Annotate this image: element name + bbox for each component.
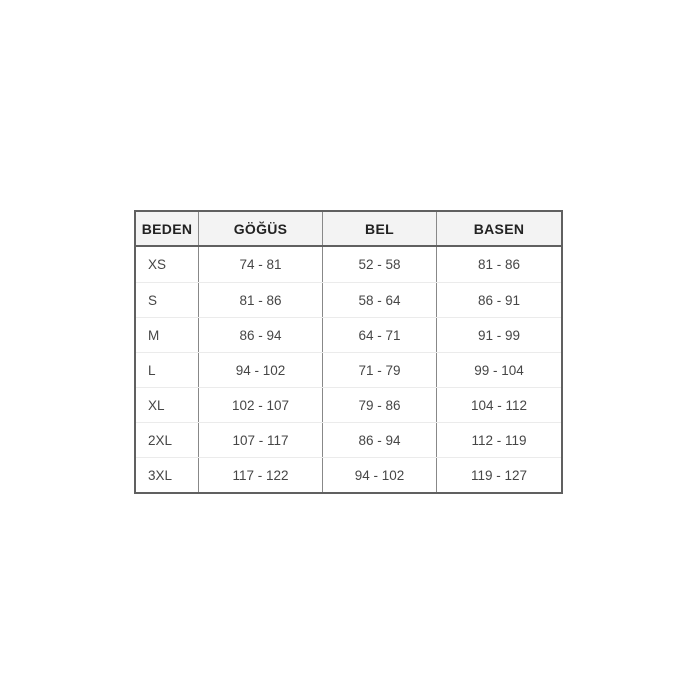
waist-cell: 64 - 71 (323, 318, 437, 352)
chest-cell: 107 - 117 (199, 423, 323, 457)
header-cell-chest: GÖĞÜS (199, 212, 323, 245)
waist-cell: 86 - 94 (323, 423, 437, 457)
table-row (136, 317, 561, 352)
chest-cell: 74 - 81 (199, 247, 323, 282)
waist-cell: 79 - 86 (323, 388, 437, 422)
table-row (136, 387, 561, 422)
hips-cell: 119 - 127 (470, 467, 528, 483)
hips-cell: 91 - 99 (477, 327, 521, 343)
waist-cell: 52 - 58 (323, 247, 437, 282)
size-cell: XS (136, 247, 199, 282)
header-cell-waist: BEL (323, 212, 437, 245)
table-row (136, 422, 561, 457)
size-cell: XL (136, 388, 199, 422)
table-row (136, 457, 561, 492)
header-cell-hips: BASEN (473, 220, 525, 237)
waist-cell: 94 - 102 (323, 458, 437, 492)
table-row (136, 247, 561, 282)
waist-cell: 71 - 79 (323, 353, 437, 387)
size-cell: S (136, 283, 199, 317)
hips-cell: 86 - 91 (477, 292, 521, 308)
size-chart-table (134, 210, 563, 494)
chest-cell: 94 - 102 (199, 353, 323, 387)
hips-cell: 112 - 119 (471, 432, 527, 448)
table-header-row (136, 212, 561, 247)
size-cell: 3XL (136, 458, 199, 492)
chest-cell: 81 - 86 (199, 283, 323, 317)
hips-cell: 99 - 104 (474, 362, 524, 378)
size-cell: L (136, 353, 199, 387)
hips-cell: 104 - 112 (470, 397, 528, 413)
header-cell-size: BEDEN (136, 212, 199, 245)
size-cell: 2XL (136, 423, 199, 457)
table-row (136, 352, 561, 387)
chest-cell: 102 - 107 (199, 388, 323, 422)
size-cell: M (136, 318, 199, 352)
chest-cell: 117 - 122 (199, 458, 323, 492)
hips-cell: 81 - 86 (477, 257, 521, 272)
waist-cell: 58 - 64 (323, 283, 437, 317)
chest-cell: 86 - 94 (199, 318, 323, 352)
table-row (136, 282, 561, 317)
